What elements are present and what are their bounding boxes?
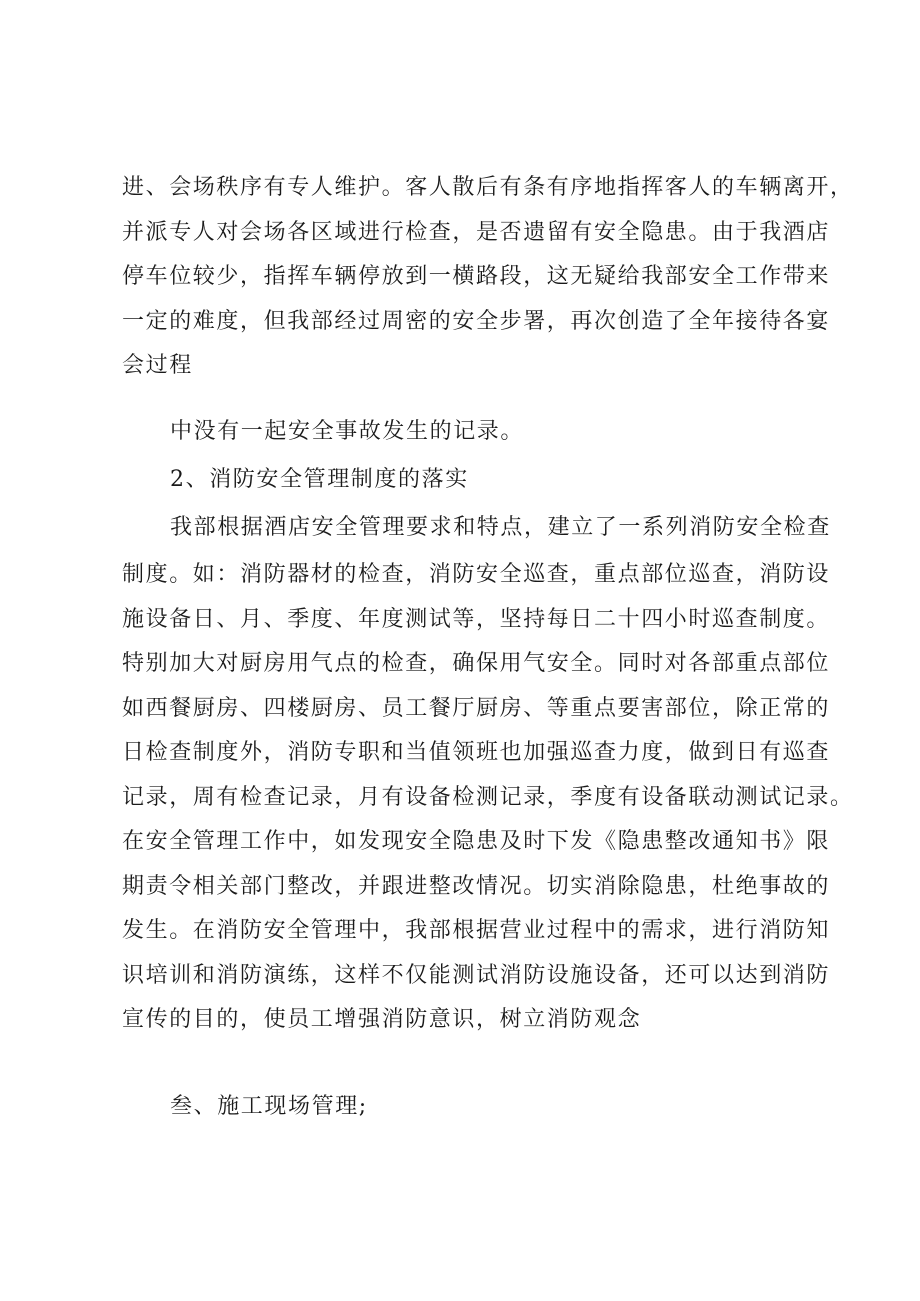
text-line: 制度。如：消防器材的检查，消防安全巡查，重点部位巡查，消防设	[122, 562, 831, 587]
text-line: 识培训和消防演练，这样不仅能测试消防设施设备，还可以达到消防	[122, 962, 831, 988]
text-line: 我部根据酒店安全管理要求和特点，建立了一系列消防安全检查	[170, 515, 831, 540]
text-line: 如西餐厨房、四楼厨房、员工餐厅厨房、等重点要害部位，除正常的	[122, 695, 831, 721]
text-line: 特别加大对厨房用气点的检查，确保用气安全。同时对各部重点部位	[122, 651, 831, 676]
paragraph-fire-safety-system	[170, 506, 831, 551]
paragraph-event-security	[122, 166, 854, 389]
text-line: 记录，周有检查记录，月有设备检测记录，季度有设备联动测试记录。	[122, 784, 854, 810]
text-line: 宣传的目的，使员工增强消防意识，树立消防观念	[122, 1007, 642, 1032]
text-line: 日检查制度外，消防专职和当值领班也加强巡查力度，做到日有巡查	[122, 740, 831, 765]
text-line: 发生。在消防安全管理中，我部根据营业过程中的需求，进行消防知	[122, 918, 831, 943]
text-line: 并派专人对会场各区域进行检查，是否遗留有安全隐患。由于我酒店	[122, 219, 831, 245]
text-line: 停车位较少，指挥车辆停放到一横路段，这无疑给我部安全工作带来	[122, 264, 831, 289]
text-line: 施设备日、月、季度、年度测试等，坚持每日二十四小时巡查制度。	[122, 606, 831, 632]
text-line: 2、消防安全管理制度的落实	[170, 467, 469, 492]
text-line: 在安全管理工作中，如发现安全隐患及时下发《隐患整改通知书》限	[122, 829, 831, 854]
text-line: 期责令相关部门整改，并跟进整改情况。切实消除隐患，杜绝事故的	[122, 873, 831, 899]
section-heading-fire-safety	[170, 458, 469, 503]
text-line: 进、会场秩序有专人维护。客人散后有条有序地指挥客人的车辆离开，	[122, 175, 854, 200]
text-line: 会过程	[122, 353, 193, 378]
text-line: 中没有一起安全事故发生的记录。	[170, 419, 525, 444]
paragraph-no-accident-record	[170, 410, 524, 455]
section-heading-construction-site	[170, 1085, 368, 1130]
paragraph-fire-safety-system-cont	[122, 553, 854, 1043]
text-line: 叁、施工现场管理;	[170, 1094, 368, 1119]
text-line: 一定的难度，但我部经过周密的安全步署，再次创造了全年接待各宴	[122, 308, 831, 334]
